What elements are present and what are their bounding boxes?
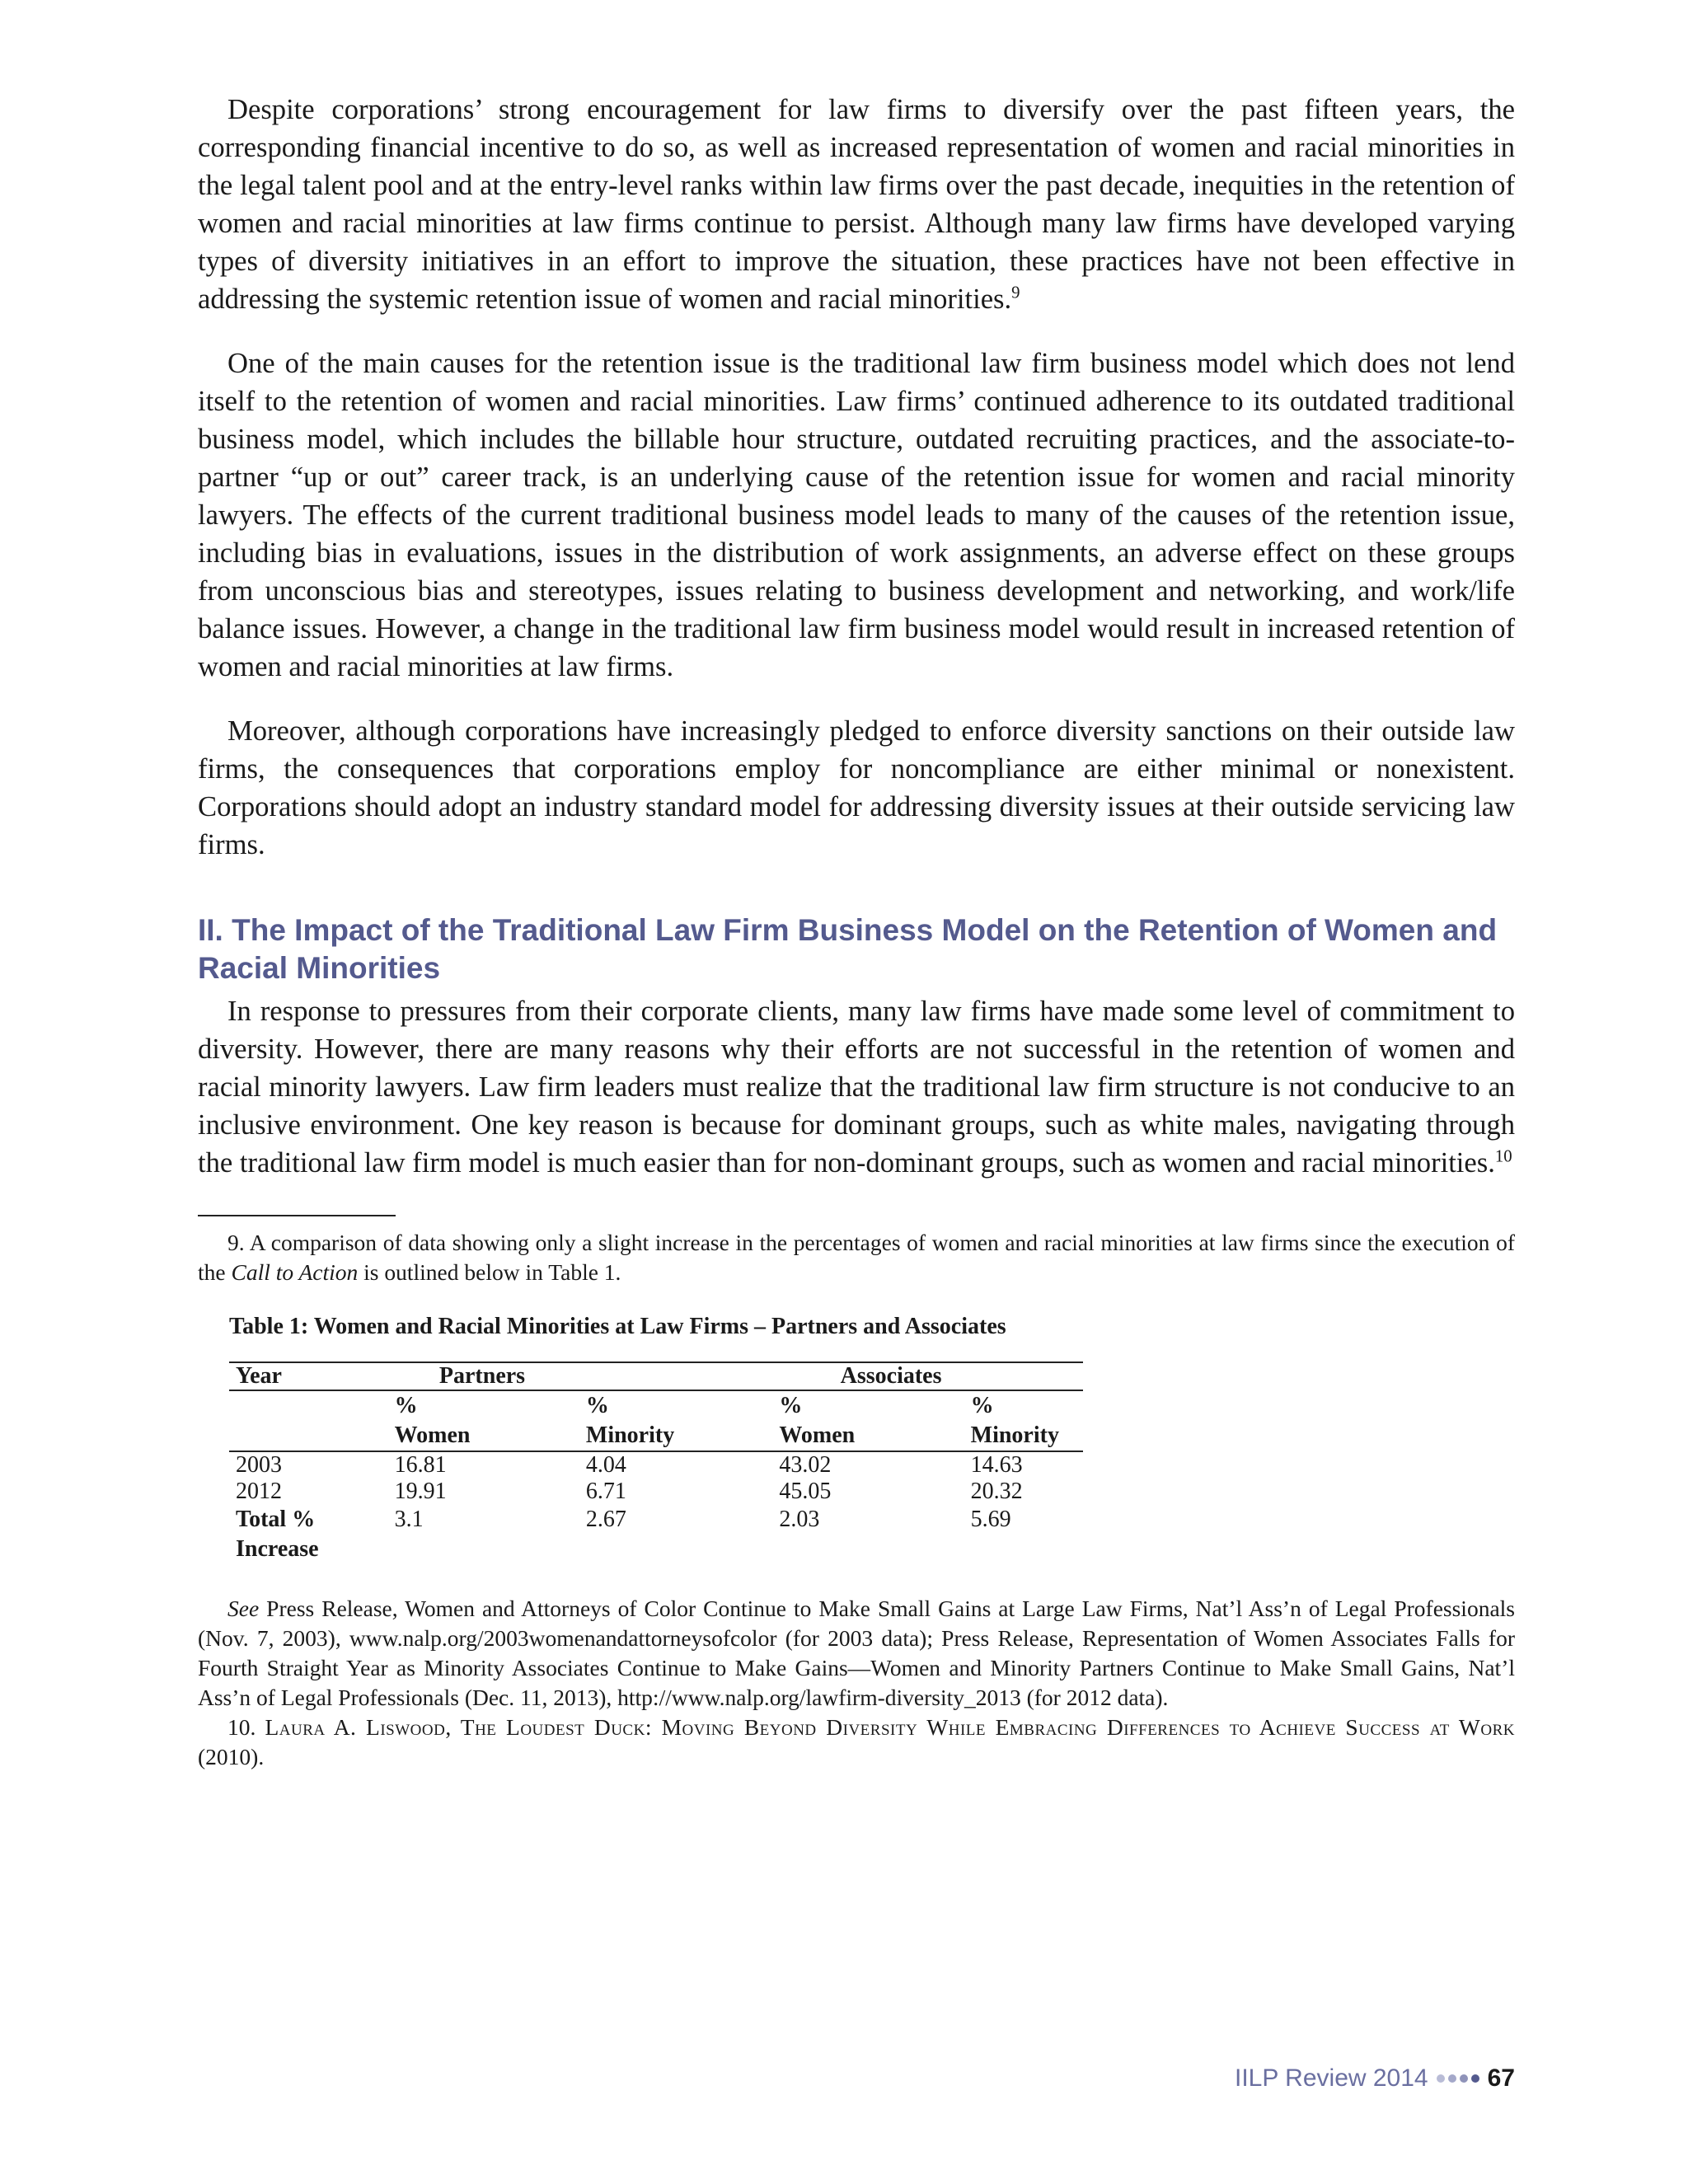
- subheader-associates-women: [772, 1390, 964, 1451]
- section-heading: II. The Impact of the Traditional Law Firm Business Model on the Retention of Women and Racial Minorities: [198, 913, 1498, 985]
- total-label-line2: Increase: [236, 1536, 319, 1562]
- subheader-women-label: Women: [394, 1422, 471, 1448]
- subheader-partners-women: [388, 1390, 579, 1451]
- dots-icon: [1437, 2074, 1479, 2083]
- cell-total-partners-women: 3.1: [394, 1507, 424, 1532]
- dot-icon: [1437, 2074, 1445, 2083]
- table-header-row: [229, 1362, 1083, 1390]
- cell-total-associates-minority: 5.69: [970, 1507, 1011, 1532]
- subheader-percent: %: [970, 1393, 994, 1418]
- footnote-10-number: 10.: [227, 1714, 265, 1740]
- dot-icon: [1448, 2074, 1456, 2083]
- subheader-percent: %: [779, 1393, 803, 1418]
- subheader-minority-label: Minority: [585, 1422, 675, 1448]
- section-paragraph-text: In response to pressures from their corporate clients, many law firms have made some level of commitment to diversity. However, there are many reasons why their efforts are not successful in the retention of women and racial minority lawyers. Law firm leaders must realize that the traditional law firm structure is not conducive to an inclusive environment. One key reason is because for dominant groups, such as white males, navigating through the traditional law firm model is much easier than for non-dominant groups, such as women and racial minorities.: [198, 996, 1515, 1179]
- header-associates-label: Associates: [840, 1363, 942, 1389]
- body-paragraph-1: [198, 91, 1515, 318]
- table-total-row: [229, 1505, 1083, 1564]
- cell-associates-women: 43.02: [779, 1452, 832, 1478]
- cell-total-label: [229, 1505, 388, 1564]
- dot-icon: [1471, 2074, 1479, 2083]
- footnote-sources: [198, 1594, 1515, 1772]
- cell-total-partners-minority: 2.67: [585, 1507, 626, 1532]
- footnote-10-tail: (2010).: [198, 1744, 265, 1769]
- subheader-women-label: Women: [779, 1422, 856, 1448]
- subheader-percent: %: [585, 1393, 609, 1418]
- header-associates: [840, 1362, 1083, 1390]
- cell-year: 2003: [236, 1452, 282, 1478]
- subheader-minority-label: Minority: [970, 1422, 1059, 1448]
- see-note-italic: See: [227, 1596, 260, 1621]
- dot-icon: [1460, 2074, 1468, 2083]
- cell-partners-minority: 4.04: [585, 1452, 626, 1478]
- body-paragraph-2: One of the main causes for the retention issue is the traditional law firm business model which does not lend itself to the retention of women and racial minorities. Law firms’ continued adherence to its outdated traditional business model, which includes the billable hour structure, outdated recruiting practices, and the associate-to-partner “up or out” career track, is an underlying cause of the retention issue for women and racial minority lawyers. The effects of the current traditional business model leads to many of the causes of the retention issue, including bias in evaluations, issues in the distribution of work assignments, an adverse effect on these groups from unconscious bias and stereotypes, issues relating to business development and networking, and work/life balance issues. However, a change in the traditional law firm business model would result in increased retention of women and racial minorities at law firms.: [198, 348, 1515, 682]
- paragraph-1-text: Despite corporations’ strong encouragement for law firms to diversify over the past fifteen years, the corresponding financial incentive to do so, as well as increased representation of women and racial minorities in the legal talent pool and at the entry-level ranks within law firms over the past decade, inequities in the retention of women and racial minorities at law firms continue to persist. Although many law firms have developed varying types of diversity initiatives in an effort to improve the situation, these practices have not been effective in addressing the systemic retention issue of women and racial minorities.: [198, 94, 1515, 315]
- table-row: [229, 1451, 1083, 1479]
- cell-associates-women: 45.05: [779, 1479, 832, 1504]
- subheader-empty: [229, 1390, 388, 1451]
- page-content: [198, 91, 1515, 1772]
- footnote-ref-9[interactable]: 9: [1011, 284, 1020, 302]
- footnote-10-citation: Laura A. Liswood, The Loudest Duck: Moving Beyond Diversity While Embracing Differences to Achieve Success at Work: [265, 1714, 1516, 1740]
- see-note: [198, 1594, 1515, 1713]
- footnote-9-italic: Call to Action: [231, 1259, 359, 1285]
- cell-associates-minority: 20.32: [970, 1479, 1023, 1504]
- footnote-10: [198, 1713, 1515, 1772]
- table-caption: Table 1: Women and Racial Minorities at Law Firms – Partners and Associates: [229, 1314, 1006, 1339]
- page-footer: [1235, 2064, 1515, 2093]
- subheader-partners-minority: [579, 1390, 773, 1451]
- data-table: [229, 1361, 1083, 1564]
- subheader-associates-minority: [964, 1390, 1083, 1451]
- footnote-9-tail: is outlined below in Table 1.: [358, 1259, 621, 1285]
- header-partners-label: Partners: [438, 1363, 526, 1389]
- see-note-text: Press Release, Women and Attorneys of Color Continue to Make Small Gains at Large Law Firms, Nat’l Ass’n of Legal Professionals (Nov. 7, 2003), www.nalp.org/2003womenandattorneysofcolor (for 2003 data); Press Release, Representation of Women Associates Falls for Fourth Straight Year as Minority Associates Continue to Make Gains—Women and Minority Partners Continue to Make Small Gains, Nat’l Ass’n of Legal Professionals (Dec. 11, 2013), http://www.nalp.org/lawfirm-diversity_2013 (for 2012 data).: [198, 1596, 1515, 1710]
- footnote-9: [198, 1228, 1515, 1287]
- cell-total-associates-women: 2.03: [779, 1507, 820, 1532]
- cell-partners-women: 19.91: [394, 1479, 447, 1504]
- footnote-9-lead: 9. A comparison of data showing only a slight increase in the percentages of women and racial minorities at law firms since the execution of the: [198, 1230, 1515, 1285]
- cell-associates-minority: 14.63: [970, 1452, 1023, 1478]
- cell-partners-minority: 6.71: [585, 1479, 626, 1504]
- footnote-ref-10[interactable]: 10: [1494, 1147, 1512, 1166]
- page-number: 67: [1487, 2064, 1515, 2092]
- header-year: Year: [229, 1362, 388, 1390]
- body-paragraph-3: Moreover, although corporations have increasingly pledged to enforce diversity sanctions on their outside law firms, the consequences that corporations employ for noncompliance are either minimal or nonexistent. Corporations should adopt an industry standard model for addressing diversity issues at their outside servicing law firms.: [198, 715, 1515, 860]
- cell-year: 2012: [236, 1479, 282, 1504]
- footnote-divider: [198, 1215, 396, 1216]
- journal-name: IILP Review 2014: [1235, 2064, 1428, 2092]
- table-row: [229, 1479, 1083, 1505]
- total-label-line1: Total %: [236, 1507, 316, 1532]
- cell-partners-women: 16.81: [394, 1452, 447, 1478]
- section-paragraph: [198, 992, 1515, 1182]
- table-subheader-row: [229, 1390, 1083, 1451]
- subheader-percent: %: [394, 1393, 418, 1418]
- header-partners: [438, 1362, 773, 1390]
